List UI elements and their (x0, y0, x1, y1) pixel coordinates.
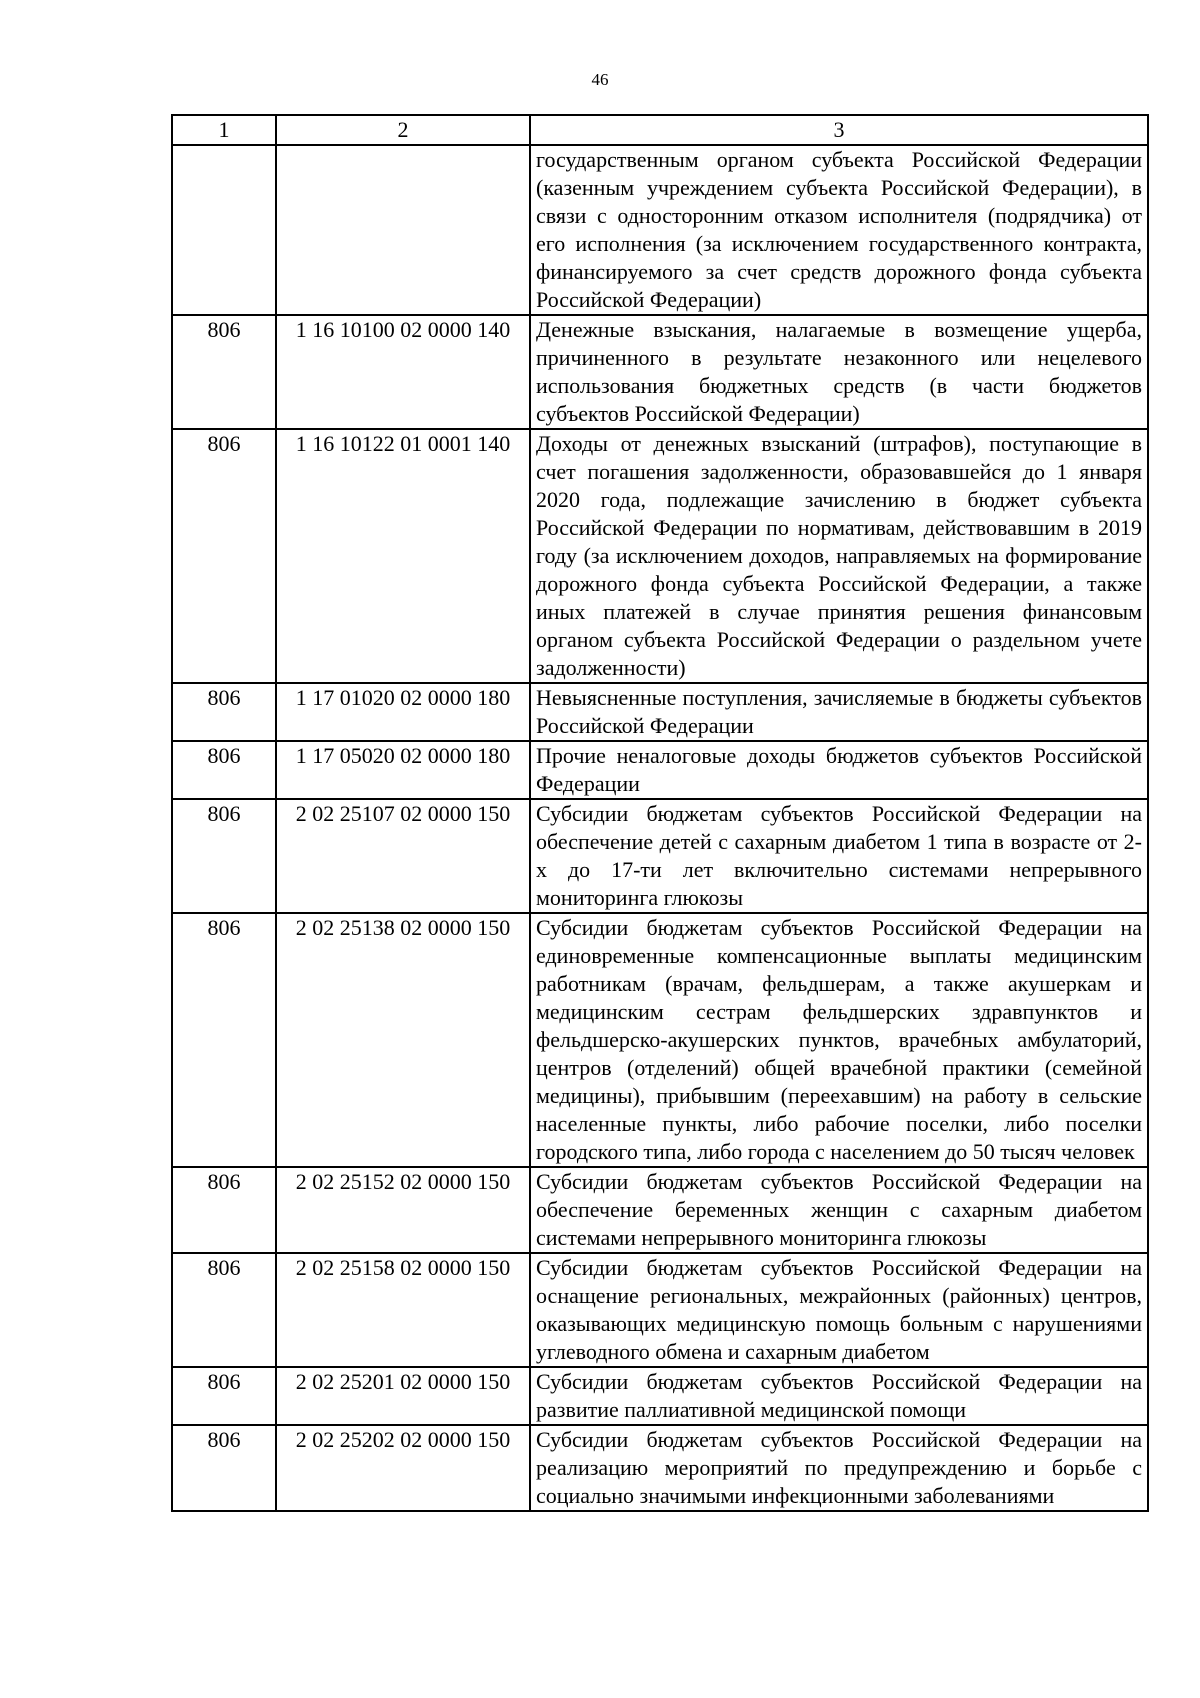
description-cell: Субсидии бюджетам субъектов Российской Федерации на обеспечение беременных женщин с сахарным диабетом системами непрерывного мониторинга глюкозы (530, 1167, 1148, 1253)
description-cell: Доходы от денежных взысканий (штрафов), поступающие в счет погашения задолженности, образовавшейся до 1 января 2020 года, подлежащие зачислению в бюджет субъекта Российской Федерации по нормативам, действовавшим в 2019 году (за исключением доходов, направляемых на формирование дорожного фонда субъекта Российской Федерации, а также иных платежей в случае принятия решения финансовым органом субъекта Российской Федерации о раздельном учете задолженности) (530, 429, 1148, 683)
budget-code-cell: 1 17 01020 02 0000 180 (276, 683, 530, 741)
table-row (172, 1367, 1148, 1425)
budget-code-cell: 2 02 25158 02 0000 150 (276, 1253, 530, 1367)
table-row (172, 315, 1148, 429)
table-row (172, 1425, 1148, 1511)
admin-code-cell: 806 (172, 1253, 276, 1367)
table-row (172, 145, 1148, 315)
admin-code-cell: 806 (172, 1367, 276, 1425)
table-row (172, 1253, 1148, 1367)
budget-code-cell: 1 16 10122 01 0001 140 (276, 429, 530, 683)
description-cell: Прочие неналоговые доходы бюджетов субъектов Российской Федерации (530, 741, 1148, 799)
table-row (172, 913, 1148, 1167)
admin-code-cell: 806 (172, 683, 276, 741)
description-cell: Субсидии бюджетам субъектов Российской Федерации на единовременные компенсационные выплаты медицинским работникам (врачам, фельдшерам, а также акушеркам и медицинским сестрам фельдшерских здравпунктов и фельдшерско-акушерских пунктов, врачебных амбулаторий, центров (отделений) общей врачебной практики (семейной медицины), прибывшим (переехавшим) на работу в сельские населенные пункты, либо рабочие поселки, либо поселки городского типа, либо города с населением до 50 тысяч человек (530, 913, 1148, 1167)
budget-code-cell: 1 16 10100 02 0000 140 (276, 315, 530, 429)
budget-code-cell: 2 02 25107 02 0000 150 (276, 799, 530, 913)
description-cell: Субсидии бюджетам субъектов Российской Федерации на оснащение региональных, межрайонных (районных) центров, оказывающих медицинскую помощь больным с нарушениями углеводного обмена и сахарным диабетом (530, 1253, 1148, 1367)
admin-code-cell (172, 145, 276, 315)
budget-code-cell (276, 145, 530, 315)
page-number: 46 (591, 70, 609, 89)
budget-code-cell: 2 02 25201 02 0000 150 (276, 1367, 530, 1425)
description-cell: Субсидии бюджетам субъектов Российской Федерации на реализацию мероприятий по предупреждению и борьбе с социально значимыми инфекционными заболеваниями (530, 1425, 1148, 1511)
table-row (172, 799, 1148, 913)
admin-code-cell: 806 (172, 741, 276, 799)
description-cell: Субсидии бюджетам субъектов Российской Федерации на развитие паллиативной медицинской помощи (530, 1367, 1148, 1425)
description-cell: Субсидии бюджетам субъектов Российской Федерации на обеспечение детей с сахарным диабетом 1 типа в возрасте от 2-х до 17-ти лет включительно системами непрерывного мониторинга глюкозы (530, 799, 1148, 913)
column-header-1: 1 (172, 115, 276, 145)
table-row (172, 1167, 1148, 1253)
table-row (172, 429, 1148, 683)
budget-code-cell: 1 17 05020 02 0000 180 (276, 741, 530, 799)
budget-codes-table (171, 114, 1149, 1512)
description-cell: Денежные взыскания, налагаемые в возмещение ущерба, причиненного в результате незаконного или нецелевого использования бюджетных средств (в части бюджетов субъектов Российской Федерации) (530, 315, 1148, 429)
table-row (172, 741, 1148, 799)
admin-code-cell: 806 (172, 799, 276, 913)
admin-code-cell: 806 (172, 913, 276, 1167)
budget-code-cell: 2 02 25152 02 0000 150 (276, 1167, 530, 1253)
description-cell: государственным органом субъекта Российской Федерации (казенным учреждением субъекта Российской Федерации), в связи с односторонним отказом исполнителя (подрядчика) от его исполнения (за исключением государственного контракта, финансируемого за счет средств дорожного фонда субъекта Российской Федерации) (530, 145, 1148, 315)
table-header-row (172, 115, 1148, 145)
description-cell: Невыясненные поступления, зачисляемые в бюджеты субъектов Российской Федерации (530, 683, 1148, 741)
admin-code-cell: 806 (172, 1425, 276, 1511)
budget-code-cell: 2 02 25202 02 0000 150 (276, 1425, 530, 1511)
table-row (172, 683, 1148, 741)
budget-code-cell: 2 02 25138 02 0000 150 (276, 913, 530, 1167)
column-header-2: 2 (276, 115, 530, 145)
admin-code-cell: 806 (172, 429, 276, 683)
column-header-3: 3 (530, 115, 1148, 145)
admin-code-cell: 806 (172, 315, 276, 429)
admin-code-cell: 806 (172, 1167, 276, 1253)
